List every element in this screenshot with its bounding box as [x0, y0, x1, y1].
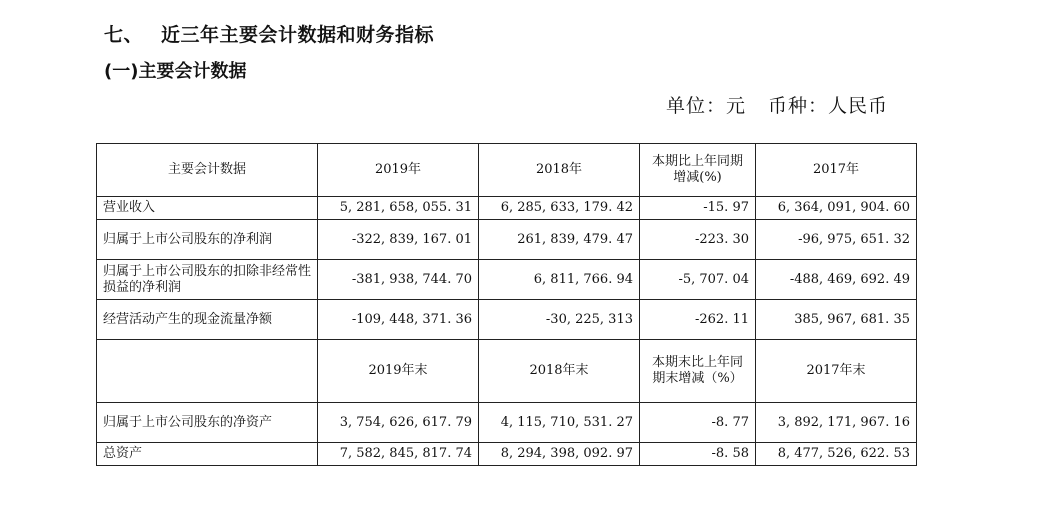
subheader-cell-2017: 2017年末: [756, 340, 917, 403]
cell-2017: -488, 469, 692. 49: [756, 260, 917, 300]
cell-2018: 6, 811, 766. 94: [479, 260, 640, 300]
cell-2019: -322, 839, 167. 01: [318, 220, 479, 260]
table-row: [97, 403, 917, 443]
row-label: 归属于上市公司股东的净利润: [97, 220, 318, 260]
header-cell-2017: 2017年: [756, 144, 917, 197]
table-row: [97, 260, 917, 300]
table-row: [97, 300, 917, 340]
cell-2017: 3, 892, 171, 967. 16: [756, 403, 917, 443]
subheader-cell-label: [97, 340, 318, 403]
cell-2018: 261, 839, 479. 47: [479, 220, 640, 260]
cell-2017: 8, 477, 526, 622. 53: [756, 443, 917, 466]
cell-2017: 6, 364, 091, 904. 60: [756, 197, 917, 220]
table-row: [97, 443, 917, 466]
cell-2018: 8, 294, 398, 092. 97: [479, 443, 640, 466]
cell-change: -15. 97: [640, 197, 756, 220]
unit-line: [666, 91, 888, 118]
header-cell-2019: 2019年: [318, 144, 479, 197]
cell-2017: 385, 967, 681. 35: [756, 300, 917, 340]
section-number: 七、: [104, 24, 144, 46]
cell-2018: 6, 285, 633, 179. 42: [479, 197, 640, 220]
cell-2019: 3, 754, 626, 617. 79: [318, 403, 479, 443]
cell-2018: -30, 225, 313: [479, 300, 640, 340]
cell-change: -8. 77: [640, 403, 756, 443]
subheader-cell-2019: 2019年末: [318, 340, 479, 403]
table-header-row: [97, 144, 917, 197]
table-row: [97, 197, 917, 220]
section-title: [104, 20, 434, 47]
cell-change: -223. 30: [640, 220, 756, 260]
cell-change: -262. 11: [640, 300, 756, 340]
subheader-cell-2018: 2018年末: [479, 340, 640, 403]
header-cell-change: 本期比上年同期增减(%): [640, 144, 756, 197]
cell-2019: -381, 938, 744. 70: [318, 260, 479, 300]
row-label: 归属于上市公司股东的扣除非经常性损益的净利润: [97, 260, 318, 300]
cell-2019: 7, 582, 845, 817. 74: [318, 443, 479, 466]
unit-label: 单位：元: [666, 95, 747, 117]
header-cell-label: 主要会计数据: [97, 144, 318, 197]
subheader-cell-change: 本期末比上年同期末增减（%）: [640, 340, 756, 403]
table-subheader-row: [97, 340, 917, 403]
cell-2019: -109, 448, 371. 36: [318, 300, 479, 340]
row-label: 总资产: [97, 443, 318, 466]
row-label: 归属于上市公司股东的净资产: [97, 403, 318, 443]
cell-2018: 4, 115, 710, 531. 27: [479, 403, 640, 443]
table-row: [97, 220, 917, 260]
subsection-title: (一)主要会计数据: [104, 61, 247, 82]
cell-2019: 5, 281, 658, 055. 31: [318, 197, 479, 220]
currency-label: 币种：人民币: [768, 95, 889, 117]
row-label: 营业收入: [97, 197, 318, 220]
header-cell-2018: 2018年: [479, 144, 640, 197]
accounting-data-table: [96, 143, 917, 466]
cell-2017: -96, 975, 651. 32: [756, 220, 917, 260]
section-title-text: 近三年主要会计数据和财务指标: [161, 24, 435, 46]
cell-change: -5, 707. 04: [640, 260, 756, 300]
cell-change: -8. 58: [640, 443, 756, 466]
row-label: 经营活动产生的现金流量净额: [97, 300, 318, 340]
